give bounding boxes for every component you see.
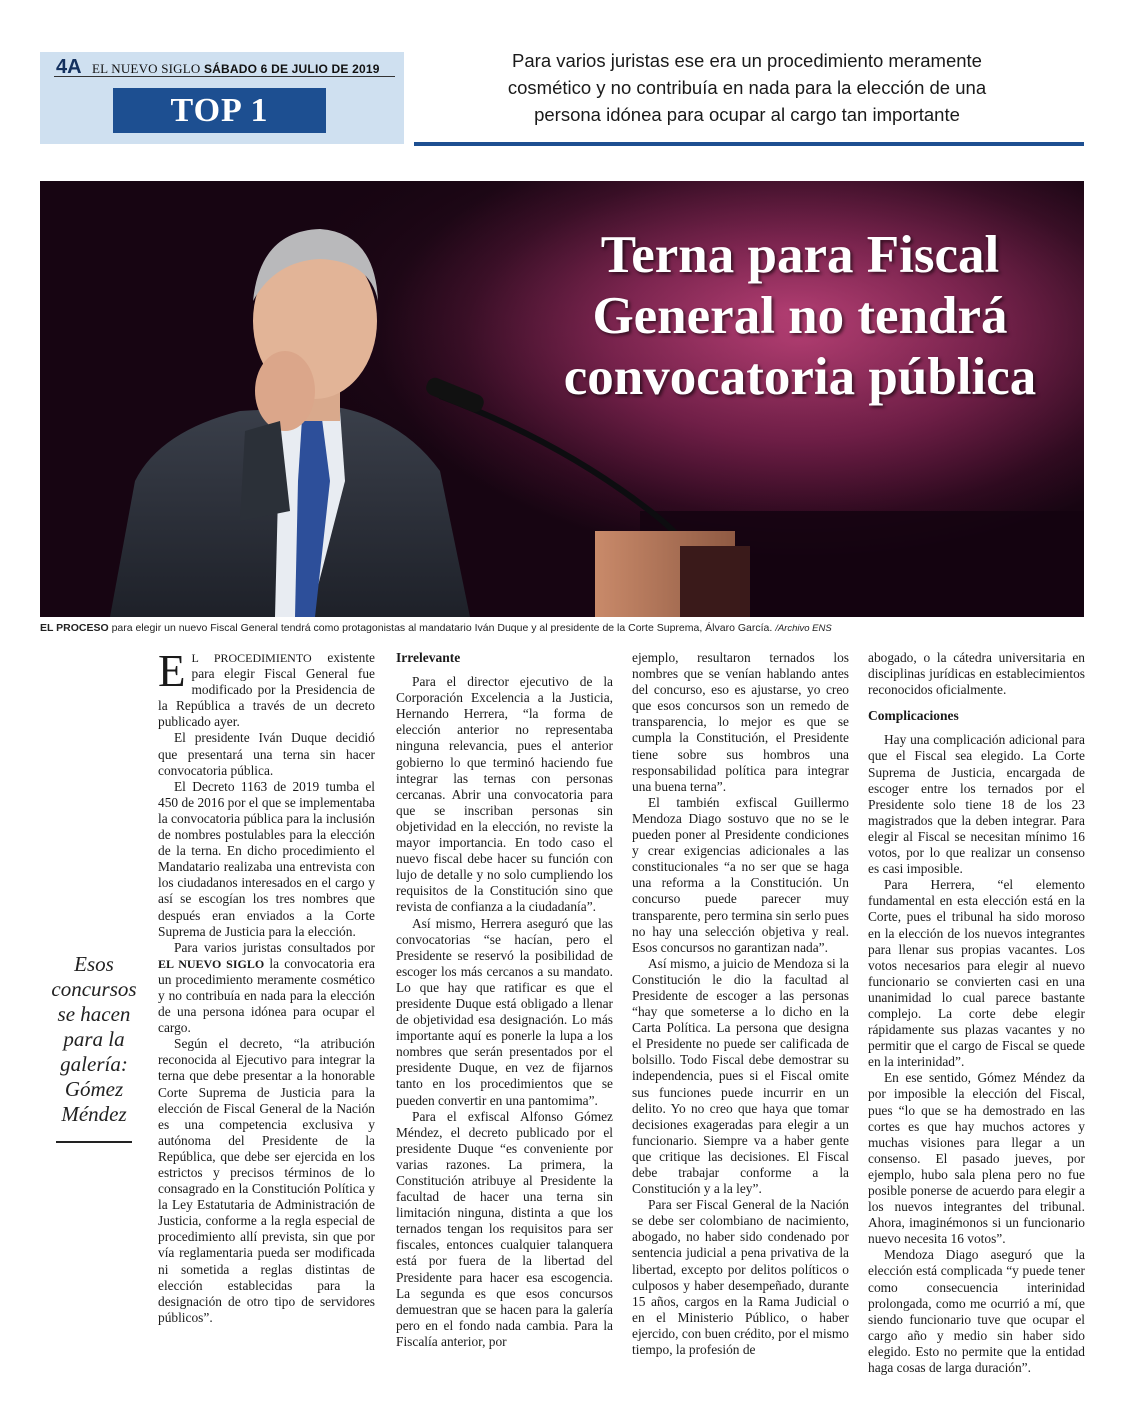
pull-quote-line: se hacen [57,1002,131,1026]
headline-line: convocatoria pública [563,348,1037,406]
pull-quote [44,952,144,1127]
lead-caps: L PROCEDIMIENTO [191,651,312,665]
pull-quote-line: para la [63,1027,125,1051]
article-column-3 [632,650,849,1358]
paragraph-text: Para varios juristas consultados por [174,939,375,955]
article-paragraph [158,646,375,730]
header-rule [54,76,395,77]
article-paragraph: Mendoza Diago aseguró que la elección está complicada “y puede tener como consecuencia interinidad prolongada, como me ocurrió a mí, que siendo funcionario tuve que ocupar el cargo año y medio sin haber sido elegido. Esto no permite que la entidad haga cosas de larga duración”. [868,1247,1085,1376]
section-badge: TOP 1 [113,88,326,133]
publication-date: SÁBADO 6 DE JULIO DE 2019 [203,62,380,76]
pull-quote-rule [56,1141,132,1143]
deck-rule [414,142,1084,146]
lead-photo [40,181,1084,617]
deck-line: persona idónea para ocupar al cargo tan importante [534,104,960,125]
caption-text: para elegir un nuevo Fiscal General tendrá como protagonistas al mandatario Iván Duque y al presidente de la Corte Suprema, Álvaro García. [108,622,776,634]
pull-quote-line: concursos [51,977,137,1001]
article-paragraph: Así mismo, Herrera aseguró que las convocatorias “se hacían, pero el Presidente se reservó la posibilidad de escoger los más cercanos a su mandato. Lo que hay que ratificar es que el presidente Duque está obligado a llenar de objetividad esa designación. Lo más importante aquí es ponerle la lupa a los nombres que serán presentados por el presidente Duque, en vez de fijarnos tanto en los procedimientos que se pueden convertir en una pantomima”. [396,915,613,1108]
article-paragraph: ejemplo, resultaron ternados los nombres que se venían hablando antes del concurso, eso es ajustarse, yo creo que esos concursos son un remedo de transparencia, lo mejor es que se cumpla la Constitución, el Presidente tiene sobre sus hombros una responsabilidad política para integrar una buena terna”. [632,650,849,794]
article-paragraph: Para Herrera, “el elemento fundamental en esta elección está en la Corte, pues el tribunal ha sido moroso en la elección de los nuevos integrantes para llenar sus propias vacantes. Los votos necesarios para elegir al nuevo funcionario se convierten casi en una unanimidad lo cual parece bastante complejo. La corte debe elegir rápidamente sus plazas vacantes y no permitir que el cargo de Fiscal se quede en la interinidad”. [868,877,1085,1070]
article-paragraph: En ese sentido, Gómez Méndez da por imposible la elección del Fiscal, pues “lo que se ha demostrado en las cortes es que hay muchos actores y muchas visiones para llegar a un consenso. El pasado jueves, por ejemplo, hubo sala plena pero no fue posible ponerse de acuerdo para elegir a los nuevos integrantes del tribunal. Ahora, imaginémonos si un funcionario nuevo necesita 16 votos”. [868,1070,1085,1247]
publication-mention: EL NUEVO SIGLO [158,956,265,971]
page-number: 4A [56,56,82,78]
pull-quote-line: galería: [60,1052,128,1076]
pull-quote-line: Esos [74,952,114,976]
article-paragraph: Así mismo, a juicio de Mendoza si la Constitución le dio la facultad al Presidente de escoger a las personas “hay que someterse a lo dicho en la Carta Política. La persona que designa el Presidente no puede ser calificada de bolsillo. Todo Fiscal debe demostrar su independencia, pues si el Fiscal omite sus funciones puede incurrir en un delito. Yo no creo que haya que tomar decisiones exageradas para elegir a un funcionario. Siempre va a haber gente que critique las decisiones. El Fiscal debe trabajar conforme a la Constitución y a la ley”. [632,955,849,1197]
caption-lead: EL PROCESO [40,622,109,634]
deck-line: Para varios juristas ese era un procedimiento meramente [512,50,982,71]
article-paragraph: Según el decreto, “la atribución reconocida al Ejecutivo para integrar la terna que debe presentar a la honorable Corte Suprema de Justicia para la elección de Fiscal General de la Nación es una competencia exclusiva y autónoma del Presidente de la República, que debe ser ejercida en los estrictos y precisos términos de lo consagrado en la Constitución Política y la Ley Estatutaria de Administración de Justicia, conforme a la regla especial de procedimiento allí prevista, sin que por vía reglamentaria pueda ser modificada ni sometida a reglas distintas de elección establecidas para la designación de otro tipo de servidores públicos”. [158,1036,375,1325]
article-column-1 [158,646,376,1326]
subheading: Complicaciones [868,708,959,724]
photo-caption [40,622,1084,634]
publication-line [92,61,380,77]
article-paragraph: El presidente Iván Duque decidió que presentará una terna sin hacer convocatoria pública. [158,730,375,778]
article-paragraph: abogado, o la cátedra universitaria en disciplinas jurídicas en establecimientos reconocidos oficialmente. [868,650,1085,698]
headline-line: Terna para Fiscal [600,226,1000,284]
hand-shape [255,351,315,431]
article-column-4 [868,650,1085,1376]
pull-quote-line: Gómez [64,1077,124,1101]
subheading: Irrelevante [396,650,461,665]
article-paragraph: El también exfiscal Guillermo Mendoza Diago sostuvo que no se le pueden poner al Presidente condiciones y crear exigencias adicionales a las constitucionales “a no ser que se haga una reforma a la Constitución. Un concurso puede parecer muy transparente, pero termina sin serlo pues no hay una selección objetiva y real. Esos concursos no garantizan nada”. [632,794,849,955]
paragraph-text: la convocatoria era un procedimiento meramente cosmético y no contribuía en nada para la elección de una persona idónea para ocupar el cargo. [158,955,376,1036]
pull-quote-line: Méndez [61,1102,127,1126]
drop-cap: E [158,646,186,696]
caption-credit: /Archivo ENS [775,623,832,634]
article-paragraph: Hay una complicación adicional para que el Fiscal sea elegido. La Corte Suprema de Justicia, encargada de escoger entre los ternados por el Presidente solo tiene 18 de los 23 magistrados que la deben integrar. Para elegir al Fiscal se necesitan mínimo 16 votos, por lo que realizar un consenso es casi imposible. [868,732,1085,877]
article-paragraph: El Decreto 1163 de 2019 tumba el 450 de 2016 por el que se implementaba la convocatoria pública para la inclusión de nombres postulables para la elección de la terna. En dicho procedimiento el Mandatario realizaba una entrevista con los ciudadanos interesados en el cargo y así se escogían los tres nombres que después eran enviados a la Corte Suprema de Justicia para la elección. [158,778,375,939]
article-paragraph: Para ser Fiscal General de la Nación se debe ser colombiano de nacimiento, abogado, no haber sido condenado por sentencia judicial a pena privativa de la libertad, excepto por delitos políticos o culposos y haber desempeñado, durante 15 años, cargos en la Rama Judicial o en el Ministerio Público, o haber ejercido, con buen crédito, por el mismo tiempo, la profesión de [632,1197,849,1358]
article-paragraph: Para el exfiscal Alfonso Gómez Méndez, el decreto publicado por el presidente Duque “es conveniente por varias razones. La primera, la Constitución atribuye al Presidente la facultad de hacer una terna sin limitación ninguna, distinta a que los ternados tengan los requisitos para ser fiscales, entonces cualquier talanquera está por fuera de la libertad del Presidente para hacer esa escogencia. La segunda es que esos concursos demuestran que se hacen para la galería pero en el fondo nada cambia. Para la Fiscalía anterior, por [396,1108,613,1349]
headline [540,225,1060,408]
article-column-2 [396,650,613,1350]
deck [432,47,1062,128]
article-paragraph: Para el director ejecutivo de la Corporación Excelencia a la Justicia, Hernando Herrera, “la forma de elección anterior no representaba ninguna relevancia, pues el anterior gobierno lo que terminó haciendo fue integrar las ternas con personas cercanas. Abrir una convocatoria para que se inscriban personas sin objetividad en la elección, no reviste la mayor importancia. En todo caso el nuevo fiscal debe hacer su función con lujo de detalle y no solo cumpliendo los requisitos de la Constitución sino que revista de confianza a la ciudadanía”. [396,674,613,915]
paragraph-text: existente para elegir Fiscal General fue modificado por la Presidencia de la República a través de un decreto publicado ayer. [158,650,375,730]
article-paragraph [158,940,375,1037]
headline-line: General no tendrá [592,287,1008,345]
publication-name: EL NUEVO SIGLO [92,61,201,76]
deck-line: cosmético y no contribuía en nada para la elección de una [507,77,987,98]
